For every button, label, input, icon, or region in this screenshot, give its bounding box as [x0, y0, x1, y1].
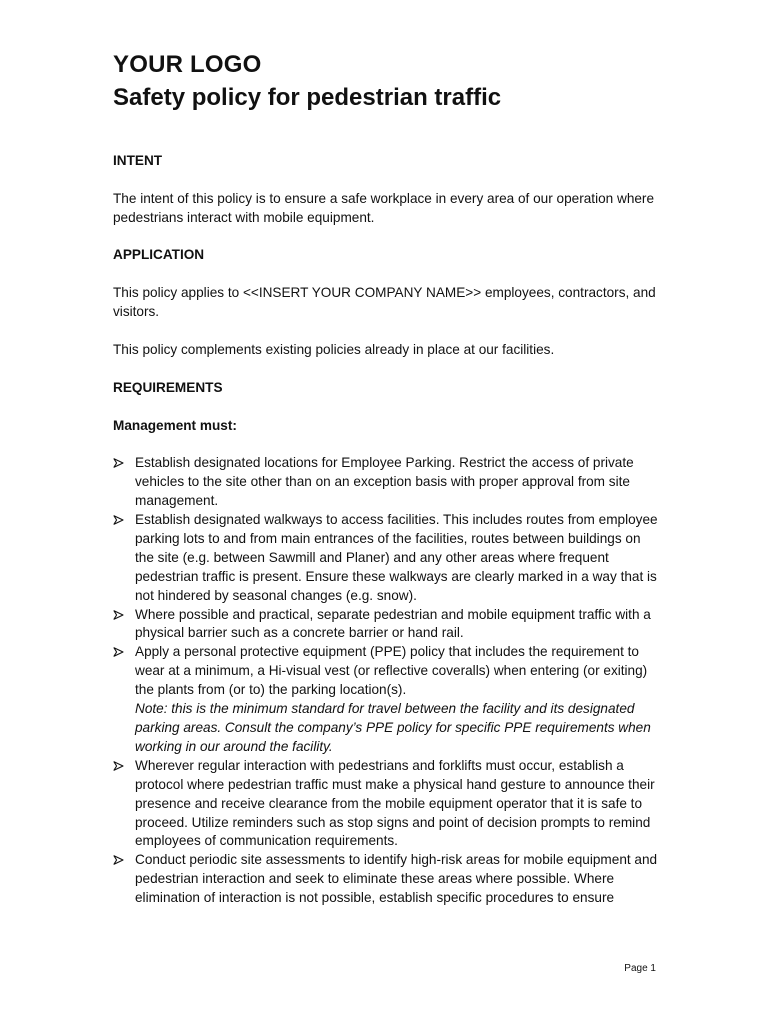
list-item-text: Where possible and practical, separate pedestrian and mobile equipment traffic with a physical barrier such as a concrete barrier or hand rail. [135, 606, 651, 641]
list-item [113, 757, 661, 852]
document-title: Safety policy for pedestrian traffic [113, 84, 502, 111]
management-subheading: Management must: [113, 417, 237, 433]
arrowhead-bullet-icon [113, 454, 127, 473]
intent-paragraph: The intent of this policy is to ensure a safe workplace in every area of our operation where pedestrians interact with mobile equipment. [113, 190, 655, 225]
document-header [113, 50, 673, 112]
arrowhead-bullet-icon [113, 606, 127, 625]
list-item [113, 606, 661, 644]
logo-placeholder: YOUR LOGO [113, 51, 262, 78]
list-item-text: Establish designated walkways to access facilities. This includes routes from employee parking lots to and from main entrances of the facilities, routes between buildings on the site (e.g. between Sawmill and Planer) and any other areas where frequent pedestrian traffic is present. Ensure these walkways are clearly marked in a way that is not hindered by seasonal changes (e.g. snow). [135, 512, 658, 603]
complements-paragraph: This policy complements existing policies already in place at our facilities. [113, 341, 555, 357]
arrowhead-bullet-icon [113, 511, 127, 530]
list-item [113, 643, 661, 756]
list-item-text: Wherever regular interaction with pedestrians and forklifts must occur, establish a protocol where pedestrian traffic must make a physical hand gesture to announce their presence and receive clearance from the mobile equipment operator that it is safe to proceed. Utilize reminders such as stop signs and point of decision prompts to remind employees of communication requirements. [135, 757, 655, 849]
section-heading-application: APPLICATION [113, 247, 205, 263]
list-item-text: Conduct periodic site assessments to identify high-risk areas for mobile equipment and pedestrian interaction and seek to eliminate these areas where possible. Where elimination of interaction is not possible, establish specific procedures to ensure [135, 852, 658, 906]
list-item [113, 851, 661, 908]
arrowhead-bullet-icon [113, 851, 127, 870]
page-number: Page 1 [624, 963, 656, 974]
document-body [113, 152, 661, 908]
requirements-list [113, 454, 661, 908]
list-item [113, 511, 661, 606]
arrowhead-bullet-icon [113, 643, 127, 662]
arrowhead-bullet-icon [113, 757, 127, 776]
section-heading-requirements: REQUIREMENTS [113, 379, 223, 395]
application-paragraph: This policy applies to <<INSERT YOUR COMPANY NAME>> employees, contractors, and visitors. [113, 285, 656, 320]
section-heading-intent: INTENT [113, 153, 163, 168]
ppe-note: Note: this is the minimum standard for travel between the facility and its designated parking areas. Consult the company’s PPE policy for specific PPE requirements when working in our around the facility. [135, 701, 651, 754]
list-item-text: Apply a personal protective equipment (PPE) policy that includes the requirement to wear at a minimum, a Hi-visual vest (or reflective coveralls) when entering (or exiting) the plants from (or to) the parking location(s). [135, 644, 648, 698]
list-item [113, 454, 661, 511]
list-item-text: Establish designated locations for Employee Parking. Restrict the access of private vehicles to the site other than on an exception basis with proper approval from site management. [135, 455, 634, 509]
